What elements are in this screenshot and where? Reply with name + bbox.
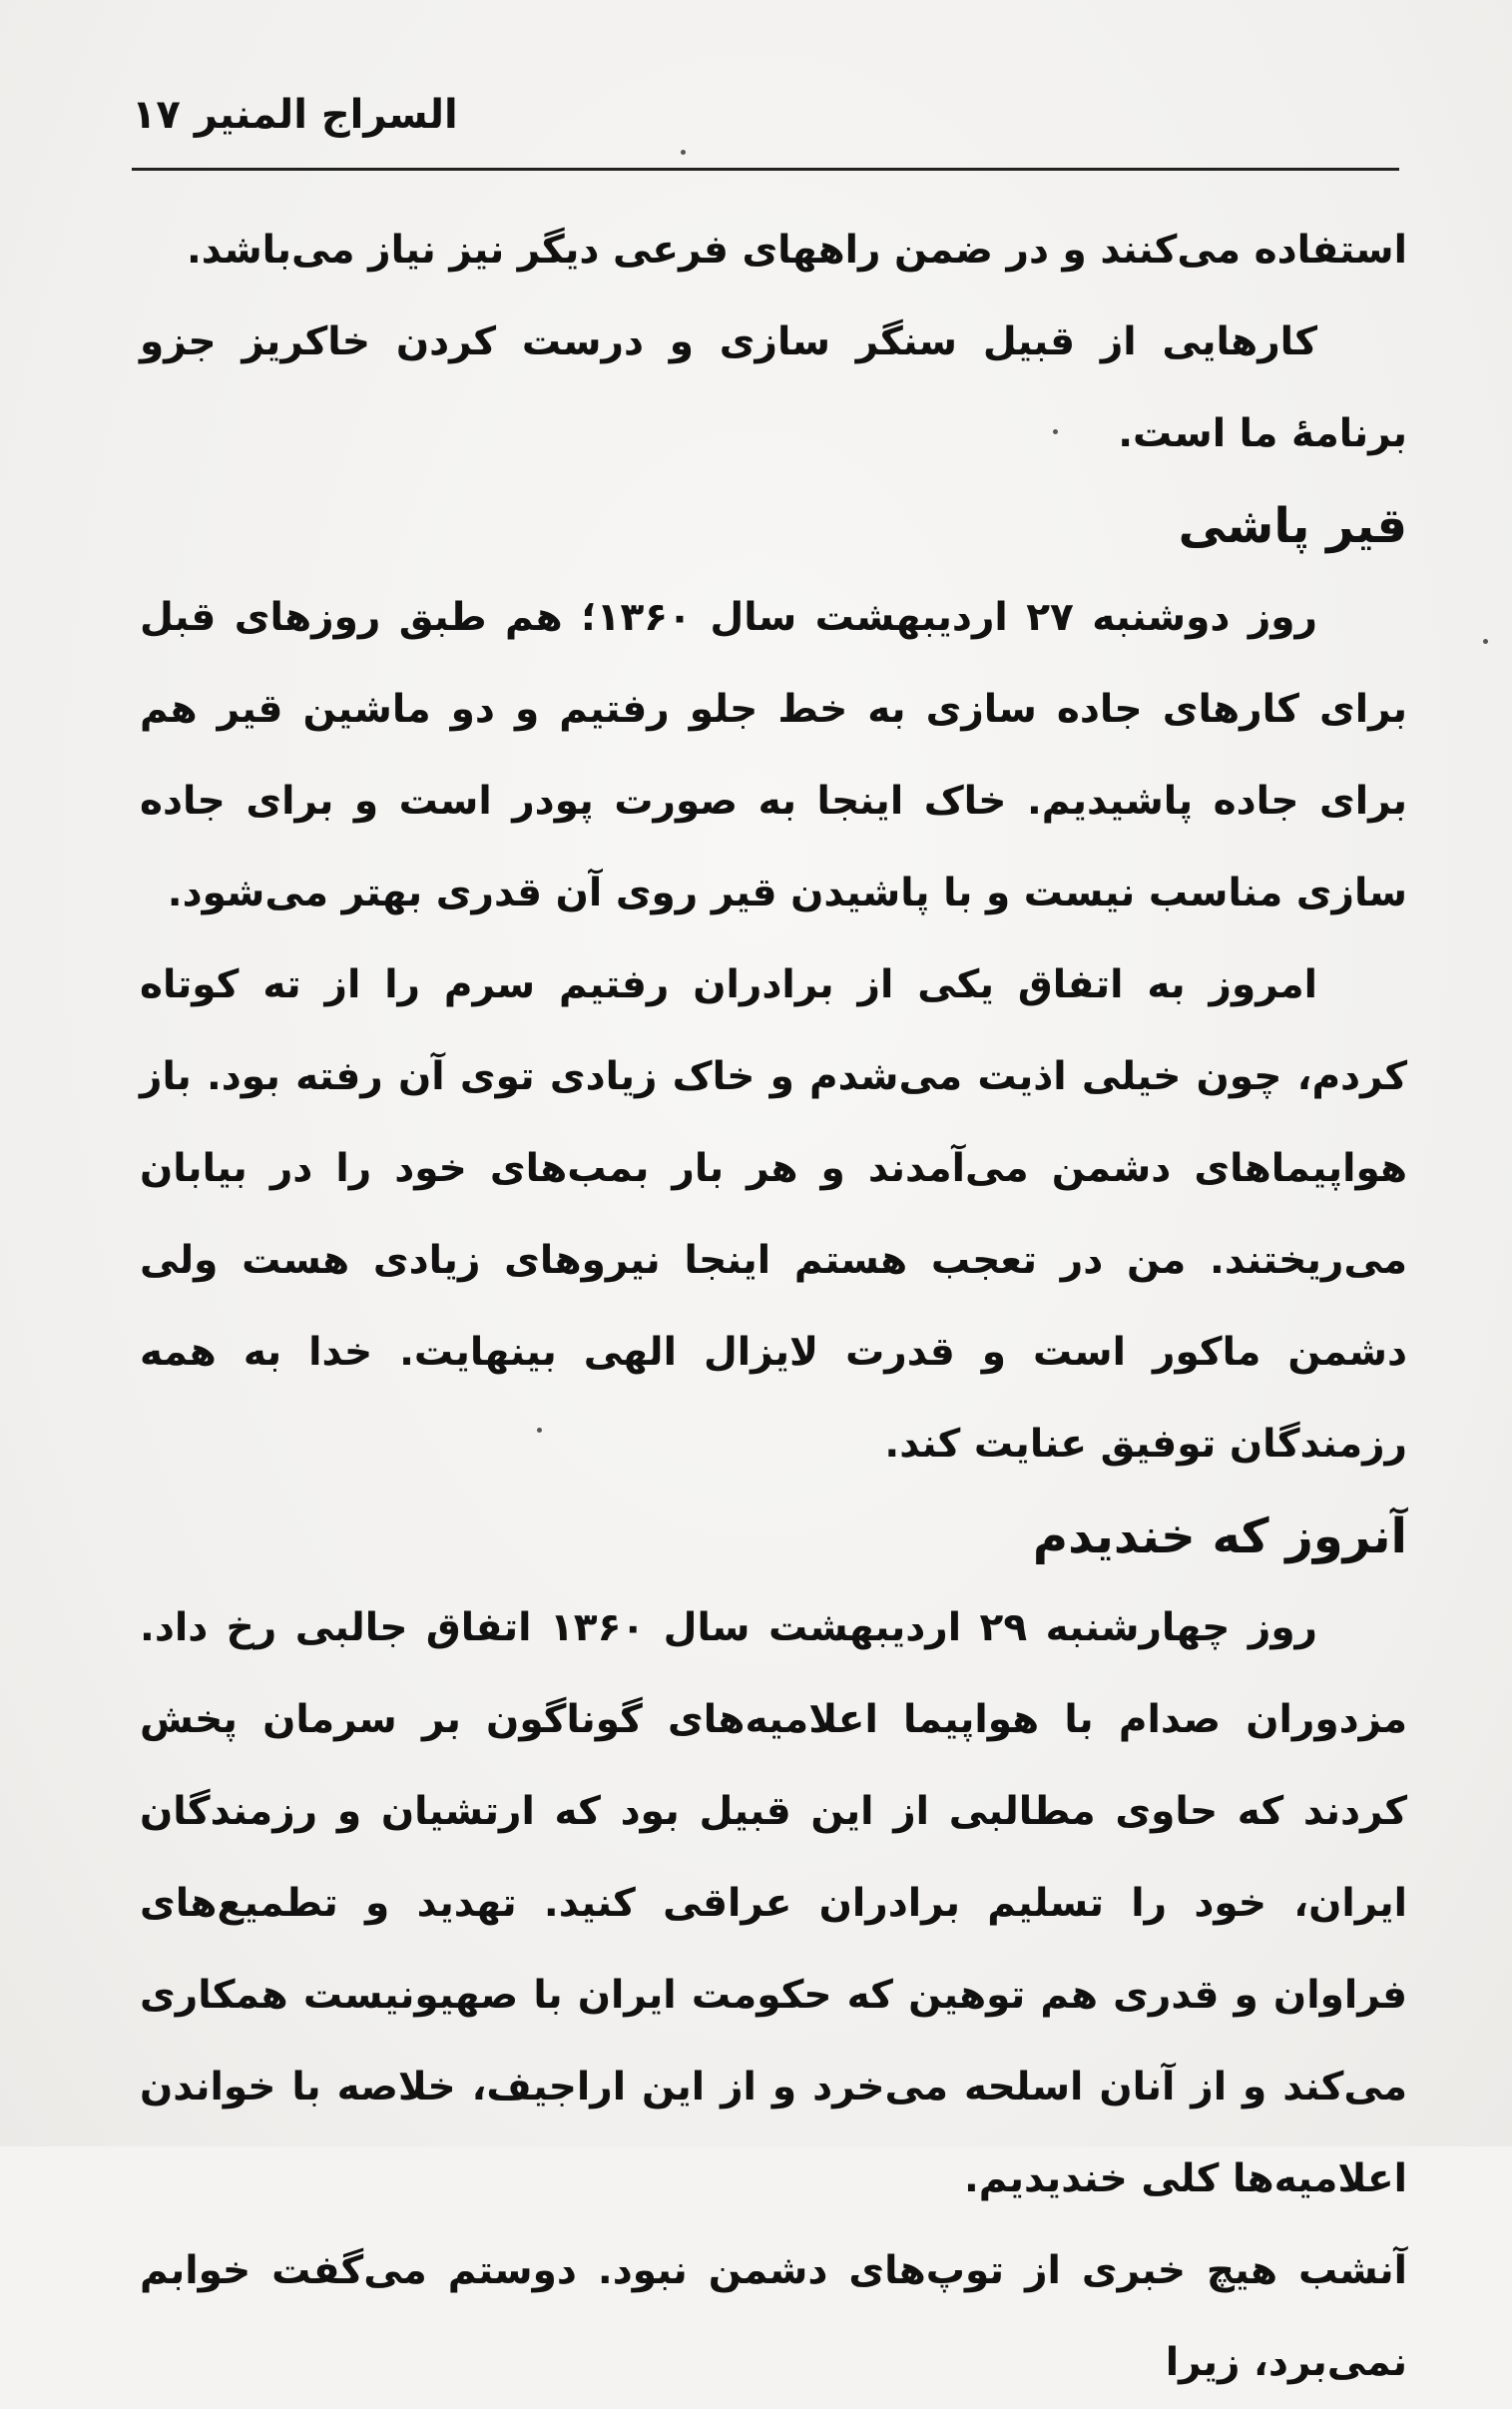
paragraph: استفاده می‌کنند و در ضمن راههای فرعی دیگر نیز نیاز می‌باشد. — [186, 228, 1407, 273]
header-rule — [132, 168, 1399, 171]
speck-mark — [681, 150, 686, 155]
page-number: ۱۷ — [132, 92, 181, 138]
speck-mark — [537, 1428, 542, 1433]
section-heading: قیر پاشی — [1178, 498, 1407, 554]
book-title: السراج المنیر — [194, 92, 458, 138]
section-heading: آنروز که خندیدم — [1032, 1508, 1407, 1564]
paragraph: کارهایی از قبیل سنگر سازی و درست کردن خاکریز جزو برنامهٔ ما است. — [140, 319, 1407, 456]
speck-mark — [1483, 639, 1488, 644]
header-title — [132, 92, 458, 138]
running-head — [132, 82, 1399, 142]
paragraph: روز دوشنبه ۲۷ اردیبهشت سال ۱۳۶۰؛ هم طبق روزهای قبل برای کارهای جاده سازی به خط جلو رفتیم و دو ماشین قیر هم برای جاده پاشیدیم. خاک اینجا به صورت پودر است و برای جاده سازی مناسب نیست و با پاشیدن قیر روی آن قدری بهتر می‌شود. — [140, 595, 1407, 915]
paragraph: روز چهارشنبه ۲۹ اردیبهشت سال ۱۳۶۰ اتفاق جالبی رخ داد. مزدوران صدام با هواپیما اعلامیه‌های گوناگون بر سرمان پخش کردند که حاوی مطالبی از این قبیل بود که ارتشیان و رزمندگان ایران، خود را تسلیم برادران عراقی کنید. تهدید و تطمیع‌های فراوان و قدری هم توهین که حکومت ایران با صهیونیست همکاری می‌کند و از آنان اسلحه می‌خرد و از این اراجیف، خلاصه با خواندن اعلامیه‌ها کلی خندیدیم. — [140, 1605, 1407, 2201]
paragraph: امروز به اتفاق یکی از برادران رفتیم سرم را از ته کوتاه کردم، چون خیلی اذیت می‌شدم و خاک زیادی توی آن رفته بود. باز هواپیماهای دشمن می‌آمدند و هر بار بمب‌های خود را در بیابان می‌ریختند. من در تعجب هستم اینجا نیروهای زیادی هست ولی دشمن ماکور است و قدرت لایزال الهی بینهایت. خدا به همه رزمندگان توفیق عنایت کند. — [140, 962, 1407, 1467]
speck-mark — [1053, 429, 1058, 434]
body-text — [140, 205, 1407, 2409]
paragraph: آنشب هیچ خبری از توپ‌های دشمن نبود. دوستم می‌گفت خوابم نمی‌برد، زیرا — [140, 2248, 1407, 2385]
